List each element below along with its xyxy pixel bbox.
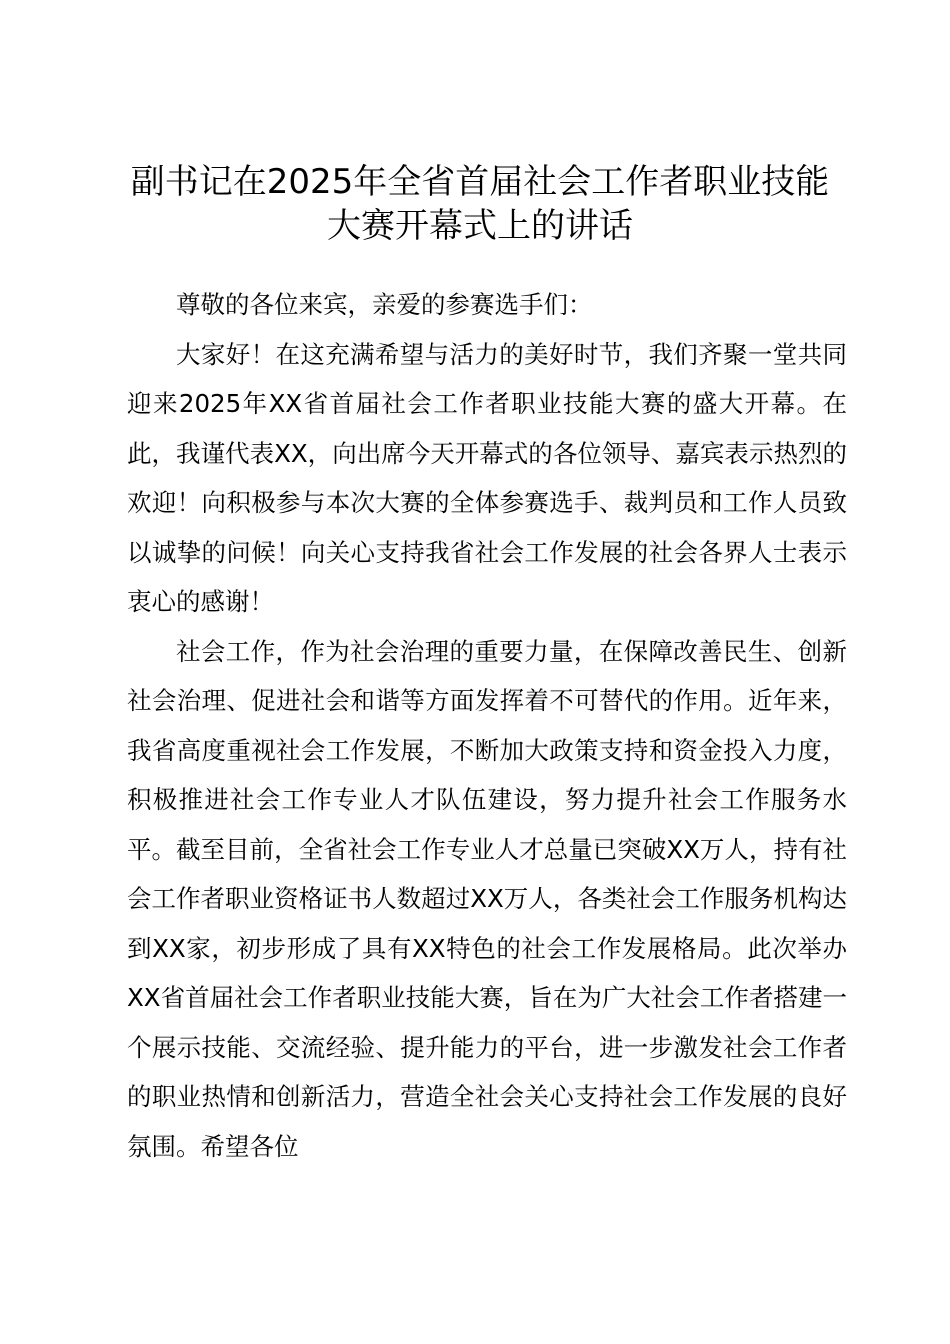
document-title: 副书记在2025年全省首届社会工作者职业技能大赛开幕式上的讲话	[130, 162, 830, 246]
document-body	[127, 280, 847, 1171]
body-paragraph: 大家好！在这充满希望与活力的美好时节，我们齐聚一堂共同迎来2025年XX省首届社会工作者职业技能大赛的盛大开幕。在此，我谨代表XX，向出席今天开幕式的各位领导、嘉宾表示热烈的欢迎！向积极参与本次大赛的全体参赛选手、裁判员和工作人员致以诚挚的问候！向关心支持我省社会工作发展的社会各界人士表示衷心的感谢！	[127, 339, 847, 616]
body-paragraph: 社会工作，作为社会治理的重要力量，在保障改善民生、创新社会治理、促进社会和谐等方面发挥着不可替代的作用。近年来，我省高度重视社会工作发展，不断加大政策支持和资金投入力度，积极推进社会工作专业人才队伍建设，努力提升社会工作服务水平。截至目前，全省社会工作专业人才总量已突破XX万人，持有社会工作者职业资格证书人数超过XX万人，各类社会工作服务机构达到XX家，初步形成了具有XX特色的社会工作发展格局。此次举办XX省首届社会工作者职业技能大赛，旨在为广大社会工作者搭建一个展示技能、交流经验、提升能力的平台，进一步激发社会工作者的职业热情和创新活力，营造全社会关心支持社会工作发展的良好氛围。希望各位	[127, 636, 847, 1161]
salutation-paragraph: 尊敬的各位来宾，亲爱的参赛选手们：	[176, 290, 593, 319]
